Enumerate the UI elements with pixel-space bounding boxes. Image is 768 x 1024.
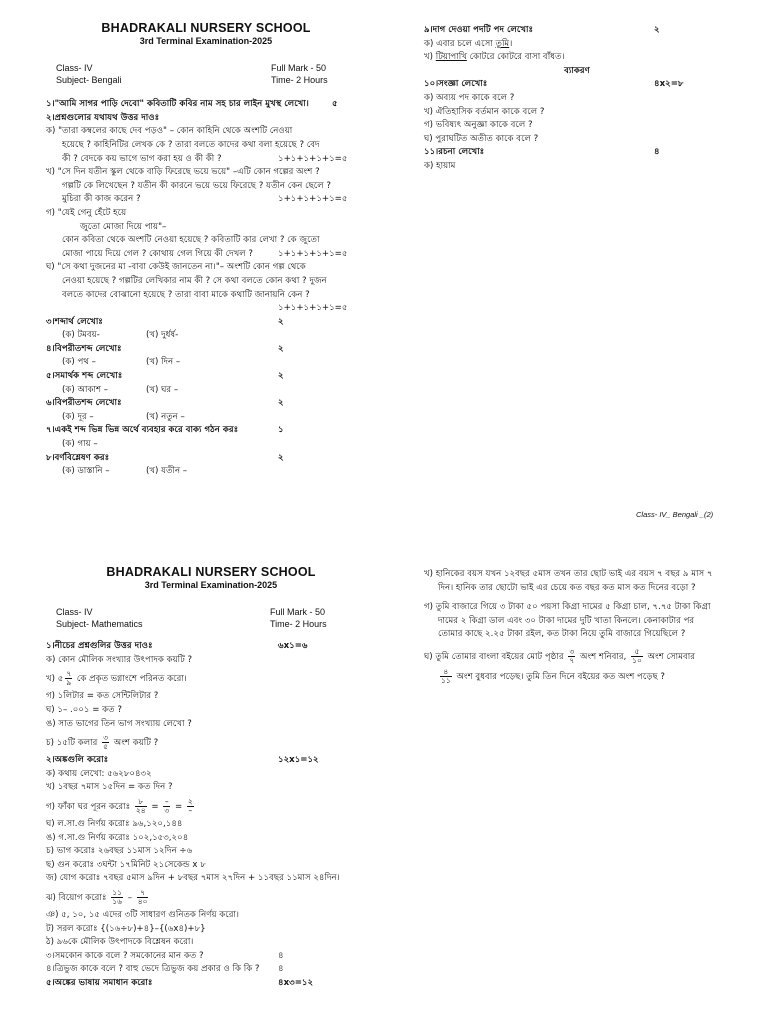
school-name: BHADRAKALI NURSERY SCHOOL [101,21,311,35]
q5-item-b-line-2: দিন। হানিক তার ছোটো ভাই এর চেয়ে কত বছর কত মাস কত দিনের বড়ো ? [438,582,696,593]
numerator: ৭ [66,669,72,679]
q8-items [46,465,366,479]
q1-item-b [46,670,376,687]
q2c-line-2: জুতো মোজা দিয়ে পায়"– [80,221,167,232]
q2a-line-3 [46,153,366,167]
question-mark: ৪ [278,964,284,975]
question-5 [46,370,366,384]
equals-sign: = [151,801,159,812]
question-text: ১।নীচের প্রশ্নগুলির উত্তর দাওঃ [46,641,153,652]
q2d-line-3: বলতে কাদের বোঝানো হয়েছে ? তারা বাবা মাকে কথাটি জানায়নি কেন ? [62,289,310,300]
numerator: ৩ [103,733,109,743]
question-1 [46,640,376,654]
question-mark: ২ [278,316,284,327]
q2a-line-1: ক) "তারা কম্বলের কাছে দেব পড়ও" – কোন কাহিনি থেকে অংশটি নেওয়া [46,126,293,137]
question-9 [424,24,724,38]
question-text: ৭।একই শব্দ ভিন্ন ভিন্ন অর্থে ব্যবহার করে বাক্য গঠন করঃ [46,425,239,436]
q5-item-c-line-1: গ) তুমি বাজারে গিয়ে ৩ টাকা ৫০ পয়সা কিগ্রা দামের ৫ কিগ্রা চাল, ৭.৭৫ টাকা কিগ্রা [424,602,711,613]
item-a: (ক) আকাশ – [62,384,109,395]
denominator: ২৪ [135,805,146,815]
q2d-line-2: নেওয়া হয়েছে ? গল্পটির লেখিকার নাম কী ? সে কথা বলতে কোন কথা ? দুজন [62,275,327,286]
question-mark: ৬x১=৬ [278,641,308,652]
question-10 [424,78,724,92]
section-heading-grammar: ব্যাকরণ [564,65,590,76]
question-3 [46,316,366,330]
q5-item-c-line-2: দামের ২ কিগ্রা ডাল এবং ৩০ টাকা দামের দুটি খাতা কিনলে। কেনাকাটার পর [438,615,695,626]
question-2: ২।প্রশ্নগুলোর যথাযথ উত্তর দাওঃ [46,112,160,123]
fraction-3 [440,668,452,685]
q1-item-e: ঙ) সাত ভাগের তিন ভাগ সংখ্যায় লেখো ? [46,718,192,729]
numerator: ১১ [112,887,122,897]
bengali-page-2 [424,24,724,174]
question-text: ৯।দাগ দেওয়া পদটি পদ লেখোঃ [424,25,534,35]
item-text-mid: অংশ শনিবার, [579,651,627,662]
q1-item-c: গ) ১লিটার = কত সেন্টিলিটার ? [46,691,159,702]
numerator: ৫ [631,648,643,657]
numerator: ৮ [135,798,147,807]
question-2 [46,754,376,768]
item-text-mid-2: অংশ সোমবার [647,651,695,662]
q2-item-f: চ) ভাগ করোঃ ২৬বছর ১১মাস ১২দিন ÷৬ [46,846,193,857]
equals-sign: = [174,801,183,812]
time-label: Time- 2 Hours [271,75,328,86]
question-text: ২।অঙ্কগুলি করোঃ [46,755,109,766]
question-text: ১।"আমি সাগর পাড়ি দেবো" কবিতাটি কবির নাম সহ চার লাইন মুখস্থ লেখো। [46,99,309,110]
q2a-mark: ১+১+১+১+১=৫ [278,153,348,164]
q6-items [46,411,366,425]
minus-sign: – [127,892,132,903]
q2-item-a: ক) কথায় লেখো: ৫৬২৮০৪৩২ [46,768,152,779]
question-mark: ২ [278,343,284,354]
full-mark-label: Full Mark - 50 [271,63,327,74]
item-b: (খ) নতুন – [146,411,185,422]
item-text-end: । [509,38,513,49]
denominator: ১৬ [112,896,122,906]
item-a: (ক) পথ – [62,357,96,368]
q2-item-j: ঞ) ৫, ১০, ১৫ এদের ৩টি সাধারণ গুনিতক নির্ণয় করো। [46,909,240,920]
q2d-mark: ১+১+১+১+১=৫ [278,303,348,314]
question-mark: ৫ [332,99,338,110]
item-text: খ) ৫ [46,674,64,685]
q2c-mark: ১+১+১+১+১=৫ [278,248,348,259]
q2b-text: মুচিরা কী কাজ করেন ? [62,194,141,205]
underlined-word: তুমি [495,38,510,49]
meta-row-1 [46,606,376,618]
question-mark: ২ [654,25,660,35]
denominator: ৫ [103,742,108,752]
item-a: (ক) ডাস্তানি – [62,466,110,477]
item-a: (ক) টমবয়- [62,330,100,341]
denominator: ৪০ [137,896,148,906]
question-text: ৫।অঙ্কের ভাষায় সমাধান করোঃ [46,977,153,988]
q2-item-e: ঙ) গ.সা.গু নির্ণয় করোঃ ১০২,১৫৩,২০৪ [46,832,189,843]
q2-item-c [46,798,376,815]
q5-item-d-line-1 [424,648,754,665]
q1-item-f [46,734,376,751]
q7-item: (ক) গায় – [62,439,98,450]
item-text: খ) [424,52,436,63]
question-text: ১০।সংজ্ঞা লেখোঃ [424,79,488,90]
fraction-1 [568,648,575,665]
question-4 [46,343,366,357]
page-footer: Class- IV_ Bengali _(2) [636,510,714,519]
question-mark: ৪ [654,147,660,158]
item-b: (খ) ঘর – [146,384,179,395]
school-name: BHADRAKALI NURSERY SCHOOL [106,565,316,579]
fraction-1 [111,889,123,906]
item-text-end: কে প্রকৃত ভগ্নাংশে পরিনত করো। [74,674,187,685]
question-text: ৩।সমকোন কাকে বলে ? সমকোনের মান কত ? [46,950,204,961]
subject-label: Subject- Mathematics [56,619,143,630]
meta-row-2 [46,74,366,86]
class-label: Class- IV [56,607,93,618]
underlined-word: টিয়াপাখি [435,52,467,63]
q2a-line-2: হয়েছে ? কাহিনিটির লেখক কে ? তারা বলতে কাদের কথা বলা হয়েছে ? বেদ [62,139,320,150]
class-label: Class- IV [56,63,93,74]
denominator: ১১ [441,675,451,685]
subject-label: Subject- Bengali [56,75,122,86]
question-mark: ১ [278,425,284,436]
q5-items [46,384,366,398]
item-text: ঝ) বিয়োগ করোঃ [46,892,107,903]
math-page-1 [46,566,376,990]
denominator: ৩ [164,805,170,815]
q2b-line-3 [46,193,366,207]
question-7 [46,424,366,438]
question-text: ৪।বিপরীতশব্দ লেখোঃ [46,343,122,354]
question-6 [46,397,366,411]
q10-item-c: গ) ভবিষ্যৎ অনুজ্ঞা কাকে বলে ? [424,120,533,131]
question-text: ৫।সমার্থক শব্দ লেখোঃ [46,371,123,382]
fraction [65,670,72,687]
bengali-page-1 [46,22,366,479]
q9-item-a [424,38,724,52]
q1-item-d: ঘ) ১– .০০১ = কত ? [46,704,122,715]
question-mark: ৪x২=৮ [654,79,684,90]
denominator: ৯ [66,678,72,688]
item-text: ঘ) তুমি তোমার বাংলা বইয়ের মোট পৃষ্ঠার [424,651,564,662]
numerator: – [164,796,169,806]
fraction [102,734,109,751]
q2c-line-3: কোন কবিতা থেকে অংশটি নেওয়া হয়েছে ? কবিতাটি কার লেখা ? কে জুতো [62,235,320,246]
q2-item-d: ঘ) ল.সা.গু নির্ণয় করোঃ ৯৬,১২০,১৪৪ [46,818,183,829]
fraction-2 [163,798,170,815]
question-mark: ২ [278,398,284,409]
question-mark: ২ [278,371,284,382]
q2c-line-1: গ) "যেই গেনু হেঁটে হয়ে [46,207,127,218]
math-page-2 [424,568,754,685]
question-8 [46,452,366,466]
question-4 [46,963,376,977]
q2c-line-4 [46,248,366,262]
fraction-1 [135,798,147,815]
q2-item-l: ঠ) ৯৬কে মৌলিক উৎপাদকে বিশ্লেষন করো। [46,937,194,948]
item-text: গ) ফাঁকা ঘর পূরন করোঃ [46,801,131,812]
fraction-2 [137,889,149,906]
q4-items [46,356,366,370]
exam-title: 3rd Terminal Examination-2025 [144,579,278,590]
q5-item-d-line-2 [424,668,754,685]
q2-item-h: জ) যোগ করোঃ ৭বছর ৫মাস ৯দিন + ৮বছর ৭মাস ২৭দিন + ১১বছর ১১মাস ২৪দিন। [46,873,340,884]
question-3 [46,950,376,964]
item-text-end: অংশ কয়টি ? [111,738,159,749]
item-b: (খ) দুর্ধর্ষ- [146,330,179,341]
q10-item-d: ঘ) পুরাঘটিত অতীত কাকে বলে ? [424,133,539,144]
q2-item-i [46,889,376,906]
q2a-text: কী ? বেদকে কয় ভাগে ভাগ করা হয় ও কী কী ? [62,153,222,164]
fraction-3 [187,798,194,815]
question-11 [424,146,724,160]
denominator: – [188,805,193,815]
q2-item-k: ট) সরল করোঃ {(১৬÷৮)+৪}–{(৬x৪)+৮} [46,923,206,934]
question-text: ৮।বর্ণবিশ্লেষণ করঃ [46,452,110,463]
q2-item-g: ছ) গুন করোঃ ৩ঘন্টা ১৭মিনিট ২১সেকেন্ড x ৮ [46,859,206,870]
meta-row-2 [46,618,376,630]
q2-item-b: খ) ১বছর ৭মাস ১৫দিন = কত দিন ? [46,782,173,793]
meta-row-1 [46,62,366,74]
question-5 [46,977,376,991]
item-text: চ) ১৫টি কলার [46,738,101,749]
question-text: ৪।ত্রিভুজ কাকে বলে ? বাহু ভেদে ত্রিভুজ কয় প্রকার ও কি কি ? [46,964,260,975]
q2b-mark: ১+১+১+১+১=৫ [278,194,348,205]
denominator: ৭ [569,655,575,665]
time-label: Time- 2 Hours [270,619,327,630]
q3-items [46,329,366,343]
item-a: (ক) দূর – [62,411,94,422]
numerator: ৩ [569,646,575,656]
question-mark: ৪ [278,950,284,961]
item-b: (খ) দিন – [146,357,181,368]
question-mark: ১২x১=১২ [278,755,319,766]
item-text-end: কোটরে কোটরে বাসা বাঁধত। [466,52,565,63]
q10-item-b: খ) ঐতিহাসিক বর্তমান কাকে বলে ? [424,106,545,117]
question-text: ৬।বিপরীতশব্দ লেখোঃ [46,398,122,409]
q2d-line-1: ঘ) "সে কথা দুজনের মা -বাবা কেউই জানতেন না।"– অংশটি কোন গল্প থেকে [46,262,306,273]
numerator: ২ [187,796,193,806]
q1-item-a: ক) কোন মৌলিক সংখ্যার উৎপাদক কয়টি ? [46,654,193,665]
item-text: ক) এবার চলে এসো [424,38,496,49]
item-b: (খ) যতীন – [146,466,188,477]
q2b-line-1: খ) "সে দিন যতীন স্কুল থেকে বাড়ি ফিরেছে ভয়ে ভয়ে" –এটি কোন গল্পের অংশ ? [46,167,320,178]
numerator: ৪ [440,668,452,677]
denominator: ১০ [632,655,642,665]
q5-item-c-line-3: তোমার কাছে ২.২৫ টাকা রইল, কত টাকা নিয়ে তুমি বাজারে গিয়েছিলে ? [438,629,686,640]
item-text-end: অংশ বুধবার পড়েছ। তুমি তিন দিনে বইয়ের কত অংশ পড়েছ ? [456,671,665,682]
q10-item-a: ক) অব্যয় পদ কাকে বলে ? [424,92,515,103]
exam-title: 3rd Terminal Examination-2025 [139,35,273,46]
q9-item-b [424,51,724,65]
question-mark: ২ [278,452,284,463]
q2b-line-2: গল্পটি কে লিখেছেন ? যতীন কী কারনে ভয়ে ভয়ে ফিরেছে ? যতীন কেন ছেলে ? [62,180,331,191]
q2d-mark-line [46,302,366,316]
question-1 [46,98,366,112]
q2c-text: মোজা পায়ে দিয়ে গেল ? কোথায় গেল গিয়ে কী দেখল ? [62,248,253,259]
full-mark-label: Full Mark - 50 [270,607,326,618]
fraction-2 [631,648,643,665]
numerator: ৭ [137,889,149,898]
q11-item-a: ক) হায়াম [424,160,456,171]
question-text: ৩।শব্দার্থ লেখোঃ [46,316,103,327]
q5-item-b-line-1: খ) হানিকের বয়স যখন ১২বছর ৫মাস তখন তার ছোট ভাই এর বয়স ৭ বছর ৯ মাস ৭ [424,569,713,579]
question-text: ১১।রচনা লেখোঃ [424,147,485,158]
question-mark: ৪x৩=১২ [278,977,314,988]
